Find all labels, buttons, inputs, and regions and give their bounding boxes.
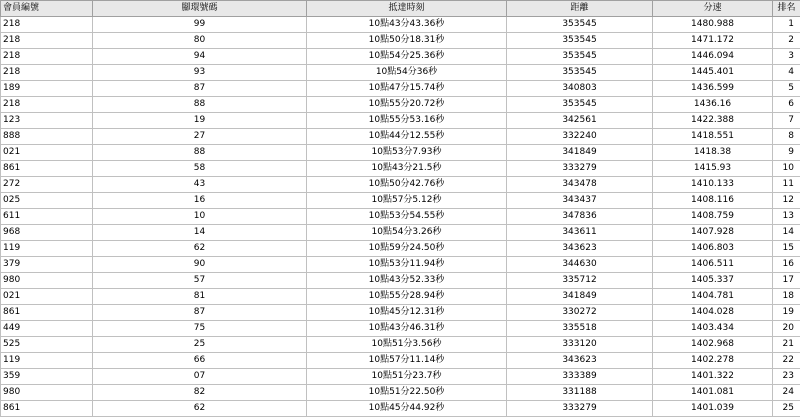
- member-id-cell: 189: [1, 81, 93, 97]
- arrival-time-cell: 10點43分43.36秒: [307, 17, 507, 33]
- rank-cell: 20: [773, 321, 800, 337]
- distance-cell: 343478: [507, 177, 653, 193]
- rank-cell: 12: [773, 193, 800, 209]
- speed-cell: 1408.759: [653, 209, 773, 225]
- member-id-cell: 218: [1, 33, 93, 49]
- member-id-cell: 218: [1, 17, 93, 33]
- speed-cell: 1402.278: [653, 353, 773, 369]
- arrival-time-cell: 10點50分18.31秒: [307, 33, 507, 49]
- rank-cell: 11: [773, 177, 800, 193]
- column-header-speed[interactable]: 分速: [653, 1, 773, 17]
- ring-number-cell: 80: [93, 33, 307, 49]
- table-row[interactable]: [1, 65, 800, 81]
- member-id-cell: 218: [1, 49, 93, 65]
- member-id-cell: 861: [1, 401, 93, 417]
- distance-cell: 353545: [507, 65, 653, 81]
- ring-number-cell: 94: [93, 49, 307, 65]
- speed-cell: 1446.094: [653, 49, 773, 65]
- arrival-time-cell: 10點54分3.26秒: [307, 225, 507, 241]
- table-row[interactable]: [1, 353, 800, 369]
- table-row[interactable]: [1, 17, 800, 33]
- speed-cell: 1407.928: [653, 225, 773, 241]
- member-id-cell: 888: [1, 129, 93, 145]
- member-id-cell: 449: [1, 321, 93, 337]
- arrival-time-cell: 10點57分5.12秒: [307, 193, 507, 209]
- distance-cell: 333279: [507, 401, 653, 417]
- distance-cell: 341849: [507, 289, 653, 305]
- arrival-time-cell: 10點55分53.16秒: [307, 113, 507, 129]
- rank-cell: 3: [773, 49, 800, 65]
- arrival-time-cell: 10點51分3.56秒: [307, 337, 507, 353]
- member-id-cell: 123: [1, 113, 93, 129]
- arrival-time-cell: 10點43分46.31秒: [307, 321, 507, 337]
- distance-cell: 353545: [507, 97, 653, 113]
- rank-cell: 24: [773, 385, 800, 401]
- table-row[interactable]: [1, 241, 800, 257]
- arrival-time-cell: 10點57分11.14秒: [307, 353, 507, 369]
- distance-cell: 330272: [507, 305, 653, 321]
- speed-cell: 1436.599: [653, 81, 773, 97]
- member-id-cell: 980: [1, 273, 93, 289]
- member-id-cell: 861: [1, 161, 93, 177]
- distance-cell: 332240: [507, 129, 653, 145]
- table-row[interactable]: [1, 337, 800, 353]
- distance-cell: 347836: [507, 209, 653, 225]
- ring-number-cell: 43: [93, 177, 307, 193]
- arrival-time-cell: 10點47分15.74秒: [307, 81, 507, 97]
- speed-cell: 1410.133: [653, 177, 773, 193]
- speed-cell: 1405.337: [653, 273, 773, 289]
- table-row[interactable]: [1, 321, 800, 337]
- table-row[interactable]: [1, 273, 800, 289]
- arrival-time-cell: 10點50分42.76秒: [307, 177, 507, 193]
- rank-cell: 2: [773, 33, 800, 49]
- table-row[interactable]: [1, 113, 800, 129]
- speed-cell: 1406.803: [653, 241, 773, 257]
- ring-number-cell: 87: [93, 305, 307, 321]
- distance-cell: 343623: [507, 353, 653, 369]
- distance-cell: 335518: [507, 321, 653, 337]
- speed-cell: 1404.028: [653, 305, 773, 321]
- table-row[interactable]: [1, 257, 800, 273]
- rank-cell: 18: [773, 289, 800, 305]
- distance-cell: 342561: [507, 113, 653, 129]
- arrival-time-cell: 10點45分12.31秒: [307, 305, 507, 321]
- column-header-ring-number[interactable]: 腳環號碼: [93, 1, 307, 17]
- rank-cell: 8: [773, 129, 800, 145]
- rank-cell: 9: [773, 145, 800, 161]
- distance-cell: 344630: [507, 257, 653, 273]
- member-id-cell: 611: [1, 209, 93, 225]
- speed-cell: 1408.116: [653, 193, 773, 209]
- arrival-time-cell: 10點43分21.5秒: [307, 161, 507, 177]
- ring-number-cell: 25: [93, 337, 307, 353]
- arrival-time-cell: 10點44分12.55秒: [307, 129, 507, 145]
- table-row[interactable]: [1, 177, 800, 193]
- table-row[interactable]: [1, 49, 800, 65]
- table-row[interactable]: [1, 129, 800, 145]
- arrival-time-cell: 10點43分52.33秒: [307, 273, 507, 289]
- column-header-distance[interactable]: 距離: [507, 1, 653, 17]
- rank-cell: 7: [773, 113, 800, 129]
- member-id-cell: 861: [1, 305, 93, 321]
- ring-number-cell: 62: [93, 401, 307, 417]
- arrival-time-cell: 10點54分25.36秒: [307, 49, 507, 65]
- distance-cell: 343611: [507, 225, 653, 241]
- member-id-cell: 119: [1, 241, 93, 257]
- table-row[interactable]: [1, 289, 800, 305]
- speed-cell: 1418.551: [653, 129, 773, 145]
- distance-cell: 353545: [507, 17, 653, 33]
- table-row[interactable]: [1, 145, 800, 161]
- speed-cell: 1418.38: [653, 145, 773, 161]
- rank-cell: 17: [773, 273, 800, 289]
- table-row[interactable]: [1, 193, 800, 209]
- distance-cell: 343437: [507, 193, 653, 209]
- ring-number-cell: 66: [93, 353, 307, 369]
- member-id-cell: 525: [1, 337, 93, 353]
- member-id-cell: 272: [1, 177, 93, 193]
- ring-number-cell: 81: [93, 289, 307, 305]
- member-id-cell: 968: [1, 225, 93, 241]
- member-id-cell: 021: [1, 145, 93, 161]
- rank-cell: 22: [773, 353, 800, 369]
- rank-cell: 23: [773, 369, 800, 385]
- arrival-time-cell: 10點55分28.94秒: [307, 289, 507, 305]
- distance-cell: 333279: [507, 161, 653, 177]
- rank-cell: 10: [773, 161, 800, 177]
- rank-cell: 13: [773, 209, 800, 225]
- rank-cell: 1: [773, 17, 800, 33]
- arrival-time-cell: 10點53分11.94秒: [307, 257, 507, 273]
- ring-number-cell: 19: [93, 113, 307, 129]
- ring-number-cell: 57: [93, 273, 307, 289]
- speed-cell: 1480.988: [653, 17, 773, 33]
- distance-cell: 333120: [507, 337, 653, 353]
- member-id-cell: 218: [1, 97, 93, 113]
- distance-cell: 335712: [507, 273, 653, 289]
- ring-number-cell: 93: [93, 65, 307, 81]
- speed-cell: 1404.781: [653, 289, 773, 305]
- table-row[interactable]: [1, 401, 800, 417]
- ring-number-cell: 88: [93, 97, 307, 113]
- ring-number-cell: 62: [93, 241, 307, 257]
- rank-cell: 25: [773, 401, 800, 417]
- table-row[interactable]: [1, 81, 800, 97]
- column-header-rank[interactable]: 排名: [773, 1, 800, 17]
- member-id-cell: 359: [1, 369, 93, 385]
- speed-cell: 1445.401: [653, 65, 773, 81]
- distance-cell: 331188: [507, 385, 653, 401]
- table-row[interactable]: [1, 161, 800, 177]
- distance-cell: 353545: [507, 33, 653, 49]
- member-id-cell: 025: [1, 193, 93, 209]
- arrival-time-cell: 10點51分23.7秒: [307, 369, 507, 385]
- arrival-time-cell: 10點54分36秒: [307, 65, 507, 81]
- speed-cell: 1406.511: [653, 257, 773, 273]
- table-row[interactable]: [1, 225, 800, 241]
- rank-cell: 6: [773, 97, 800, 113]
- distance-cell: 340803: [507, 81, 653, 97]
- column-header-member-id[interactable]: 會員編號: [1, 1, 93, 17]
- rank-cell: 15: [773, 241, 800, 257]
- member-id-cell: 218: [1, 65, 93, 81]
- ring-number-cell: 88: [93, 145, 307, 161]
- table-row[interactable]: [1, 33, 800, 49]
- speed-cell: 1422.388: [653, 113, 773, 129]
- ring-number-cell: 58: [93, 161, 307, 177]
- speed-cell: 1402.968: [653, 337, 773, 353]
- speed-cell: 1471.172: [653, 33, 773, 49]
- rank-cell: 14: [773, 225, 800, 241]
- speed-cell: 1415.93: [653, 161, 773, 177]
- member-id-cell: 980: [1, 385, 93, 401]
- member-id-cell: 379: [1, 257, 93, 273]
- ring-number-cell: 16: [93, 193, 307, 209]
- header-row: [1, 1, 800, 17]
- rank-cell: 19: [773, 305, 800, 321]
- ring-number-cell: 10: [93, 209, 307, 225]
- ring-number-cell: 90: [93, 257, 307, 273]
- arrival-time-cell: 10點45分44.92秒: [307, 401, 507, 417]
- table-row[interactable]: [1, 385, 800, 401]
- arrival-time-cell: 10點51分22.50秒: [307, 385, 507, 401]
- distance-cell: 341849: [507, 145, 653, 161]
- table-row[interactable]: [1, 97, 800, 113]
- ring-number-cell: 14: [93, 225, 307, 241]
- ring-number-cell: 99: [93, 17, 307, 33]
- arrival-time-cell: 10點59分24.50秒: [307, 241, 507, 257]
- ring-number-cell: 87: [93, 81, 307, 97]
- rank-cell: 16: [773, 257, 800, 273]
- member-id-cell: 021: [1, 289, 93, 305]
- ring-number-cell: 82: [93, 385, 307, 401]
- table-row[interactable]: [1, 209, 800, 225]
- rank-cell: 4: [773, 65, 800, 81]
- column-header-arrival-time[interactable]: 抵達時刻: [307, 1, 507, 17]
- speed-cell: 1401.081: [653, 385, 773, 401]
- distance-cell: 353545: [507, 49, 653, 65]
- speed-cell: 1401.322: [653, 369, 773, 385]
- table-row[interactable]: [1, 305, 800, 321]
- table-row[interactable]: [1, 369, 800, 385]
- distance-cell: 333389: [507, 369, 653, 385]
- ring-number-cell: 07: [93, 369, 307, 385]
- speed-cell: 1436.16: [653, 97, 773, 113]
- distance-cell: 343623: [507, 241, 653, 257]
- arrival-time-cell: 10點53分54.55秒: [307, 209, 507, 225]
- speed-cell: 1401.039: [653, 401, 773, 417]
- ring-number-cell: 75: [93, 321, 307, 337]
- rank-cell: 21: [773, 337, 800, 353]
- speed-cell: 1403.434: [653, 321, 773, 337]
- ring-number-cell: 27: [93, 129, 307, 145]
- rank-cell: 5: [773, 81, 800, 97]
- arrival-time-cell: 10點55分20.72秒: [307, 97, 507, 113]
- arrival-time-cell: 10點53分7.93秒: [307, 145, 507, 161]
- member-id-cell: 119: [1, 353, 93, 369]
